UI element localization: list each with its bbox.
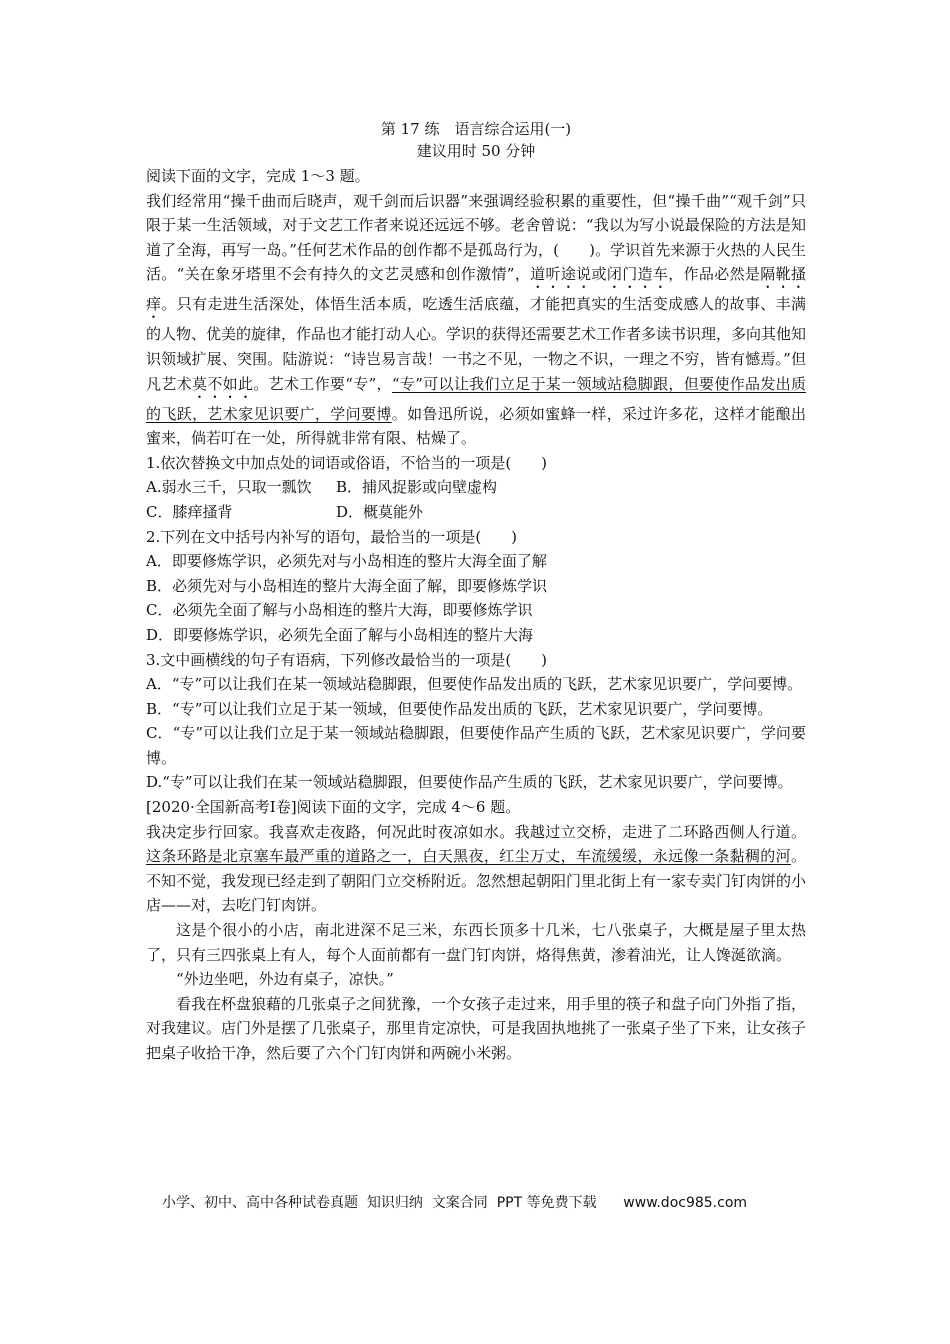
underlined-sentence: “专”可以让我们立足于某一领域站稳脚跟，但要使作品发出质的飞跃，艺术家见识要广，学问要博 bbox=[146, 374, 806, 423]
q2-option-a: A．即要修炼学识，必须先对与小岛相连的整片大海全面了解 bbox=[146, 552, 547, 571]
page-title: 第 17 练 语言综合运用(一) bbox=[380, 120, 572, 138]
q3-option-c: C．“专”可以让我们立足于某一领域站稳脚跟，但要使作品产生质的飞跃，艺术家见识要广，学问要博。 bbox=[146, 724, 806, 767]
passage1-s3: 。只有走进生活深处，体悟生活本质，吃透生活底蕴，才能把真实的生活变成感人的故事、丰满的人物、优美的旋律，作品也才能打动人心。学识的获得还需要艺术工作者多读书识理，多向其他知识领域扩展、突围。陆游说：“诗岂易言哉！一书之不见，一物之不识，一理之不穷，皆有憾焉。”但凡艺术 bbox=[146, 295, 807, 393]
passage2-paragraph-3: “外边坐吧，外边有桌子，凉快。” bbox=[176, 970, 394, 989]
passage1-c1: 或 bbox=[591, 265, 607, 284]
q3-option-b: B．“专”可以让我们立足于某一领域，但要使作品发出质的飞跃，艺术家见识要广，学问要博。 bbox=[146, 699, 773, 718]
q2-option-b: B．必须先对与小岛相连的整片大海全面了解，即要修炼学识 bbox=[146, 576, 548, 595]
q2-option-c: C．必须先全面了解与小岛相连的整片大海，即要修炼学识 bbox=[146, 601, 533, 620]
q1-option-d: D．概莫能外 bbox=[336, 502, 424, 521]
dotted-phrase-1: 道听途说 bbox=[530, 265, 592, 284]
footer-banner: 小学、初中、高中各种试卷真题 知识归纳 文案合同 PPT 等免费下载 www.doc985.com bbox=[162, 1195, 748, 1211]
passage2-p1a: 我决定步行回家。我喜欢走夜路，何况此时夜凉如水。我越过立交桥，走进了二环路西侧人行道。 bbox=[146, 822, 806, 841]
q3-option-d: D.“专”可以让我们在某一领域站稳脚跟，但要使作品产生质的飞跃，艺术家见识要广，学问要博。 bbox=[146, 773, 793, 792]
q2-stem: 2.下列在文中括号内补写的语句，最恰当的一项是( ) bbox=[146, 527, 518, 546]
passage1-s4: 。艺术工作要“专”， bbox=[253, 374, 392, 393]
passage2-paragraph-1 bbox=[146, 820, 806, 918]
q1-option-c: C．膝痒搔背 bbox=[146, 502, 233, 521]
passage2-paragraph-4: 看我在杯盘狼藉的几张桌子之间犹豫，一个女孩子走过来，用手里的筷子和盘子向门外指了指，对我建议。店门外是摆了几张桌子，那里肯定凉快，可是我固执地挑了一张桌子坐了下来，让女孩子把桌子收拾干净，然后要了六个门钉肉饼和两碗小米粥。 bbox=[146, 994, 807, 1062]
passage2-paragraph-2: 这是个很小的小店，南北进深不足三米，东西长顶多十几米，七八张桌子，大概是屋子里太热了，只有三四张桌上有人，每个人面前都有一盘门钉肉饼，烙得焦黄，渗着油光，让人馋涎欲滴。 bbox=[146, 921, 806, 964]
passage1-intro: 阅读下面的文字，完成 1～3 题。 bbox=[146, 167, 370, 185]
passage1-text bbox=[146, 189, 806, 451]
passage1-s1: 我们经常用“操千曲而后晓声，观千剑而后识器”来强调经验积累的重要性，但“操千曲”“观千剑”只限于某一生活领域，对于文艺工作者来说还远远不够。老舍曾说：“我以为写小说最保险的方法是知道了全海，再写一岛。”任何艺术作品的创作都不是孤岛行为，( )。学识首先来源于火热的人民生活。“关在象牙塔里不会有持久的文艺灵感和创作激情”， bbox=[146, 191, 806, 284]
dotted-phrase-4: 莫不如此 bbox=[191, 374, 254, 393]
q1-options-row2 bbox=[146, 500, 806, 525]
passage2-intro: [2020·全国新高考Ⅰ卷]阅读下面的文字，完成 4～6 题。 bbox=[146, 798, 521, 817]
q1-stem: 1.依次替换文中加点处的词语或俗语，不恰当的一项是( ) bbox=[146, 453, 548, 472]
passage1-s2: ，作品必然是 bbox=[668, 265, 761, 284]
passage2-underlined: 这条环路是北京塞车最严重的道路之一，白天黑夜，红尘万丈，车流缓缓，永远像一条黏稠的河 bbox=[146, 847, 791, 866]
dotted-phrase-2: 闭门造车 bbox=[606, 265, 669, 284]
q2-option-d: D．即要修炼学识，必须先全面了解与小岛相连的整片大海 bbox=[146, 625, 534, 644]
document-page bbox=[146, 118, 806, 1066]
q1-option-b: B．捕风捉影或向壁虚构 bbox=[336, 478, 498, 497]
passage2-p1b: 。不知不觉，我发现已经走到了朝阳门立交桥附近。忽然想起朝阳门里北街上有一家专卖门钉肉饼的小店——对，去吃门钉肉饼。 bbox=[146, 847, 807, 915]
q1-option-a: A.弱水三千，只取一瓢饮 bbox=[146, 478, 312, 497]
dotted-phrase-3: 隔靴搔痒 bbox=[146, 265, 806, 314]
q3-option-a: A．“专”可以让我们在某一领域站稳脚跟，但要使作品发出质的飞跃，艺术家见识要广，学问要博。 bbox=[146, 675, 803, 694]
q1-options-row1 bbox=[146, 475, 806, 500]
time-suggestion: 建议用时 50 分钟 bbox=[416, 142, 536, 160]
passage1-s5: 。如鲁迅所说，必须如蜜蜂一样，采过许多花，这样才能酿出蜜来，倘若叮在一处，所得就非常有限、枯燥了。 bbox=[146, 404, 806, 448]
q3-stem: 3.文中画横线的句子有语病，下列修改最恰当的一项是( ) bbox=[146, 650, 548, 669]
